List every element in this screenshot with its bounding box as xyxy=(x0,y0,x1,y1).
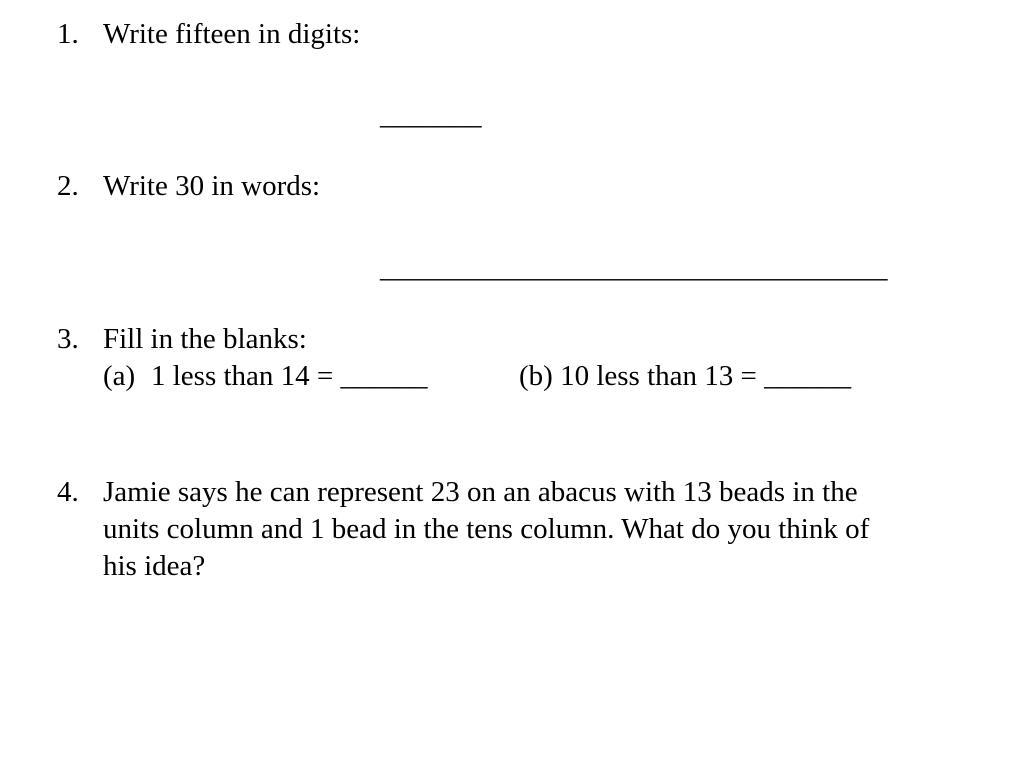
part-b-text[interactable]: (b) 10 less than 13 = ______ xyxy=(519,360,852,392)
question-text: Fill in the blanks: xyxy=(103,323,307,355)
question-text: Write 30 in words: xyxy=(103,170,321,202)
question-number: 2. xyxy=(57,170,79,202)
question-line-3: his idea? xyxy=(103,550,206,582)
question-body xyxy=(103,321,987,401)
question-number: 4. xyxy=(57,476,79,508)
question-line-2: units column and 1 bead in the tens column. What do you think of xyxy=(103,513,870,545)
question-body xyxy=(103,16,987,53)
part-a-label: (a) xyxy=(103,360,136,392)
question-number: 3. xyxy=(57,323,79,355)
question-body xyxy=(103,474,987,585)
answer-blank-1[interactable]: _______ xyxy=(380,99,482,131)
answer-blank-2[interactable]: ___________________________________ xyxy=(380,252,888,284)
part-a-text[interactable]: 1 less than 14 = ______ xyxy=(151,360,428,392)
question-line-1: Jamie says he can represent 23 on an abacus with 13 beads in the xyxy=(103,476,858,508)
question-number: 1. xyxy=(57,18,79,50)
question-body xyxy=(103,168,987,205)
question-text: Write fifteen in digits: xyxy=(103,18,361,50)
